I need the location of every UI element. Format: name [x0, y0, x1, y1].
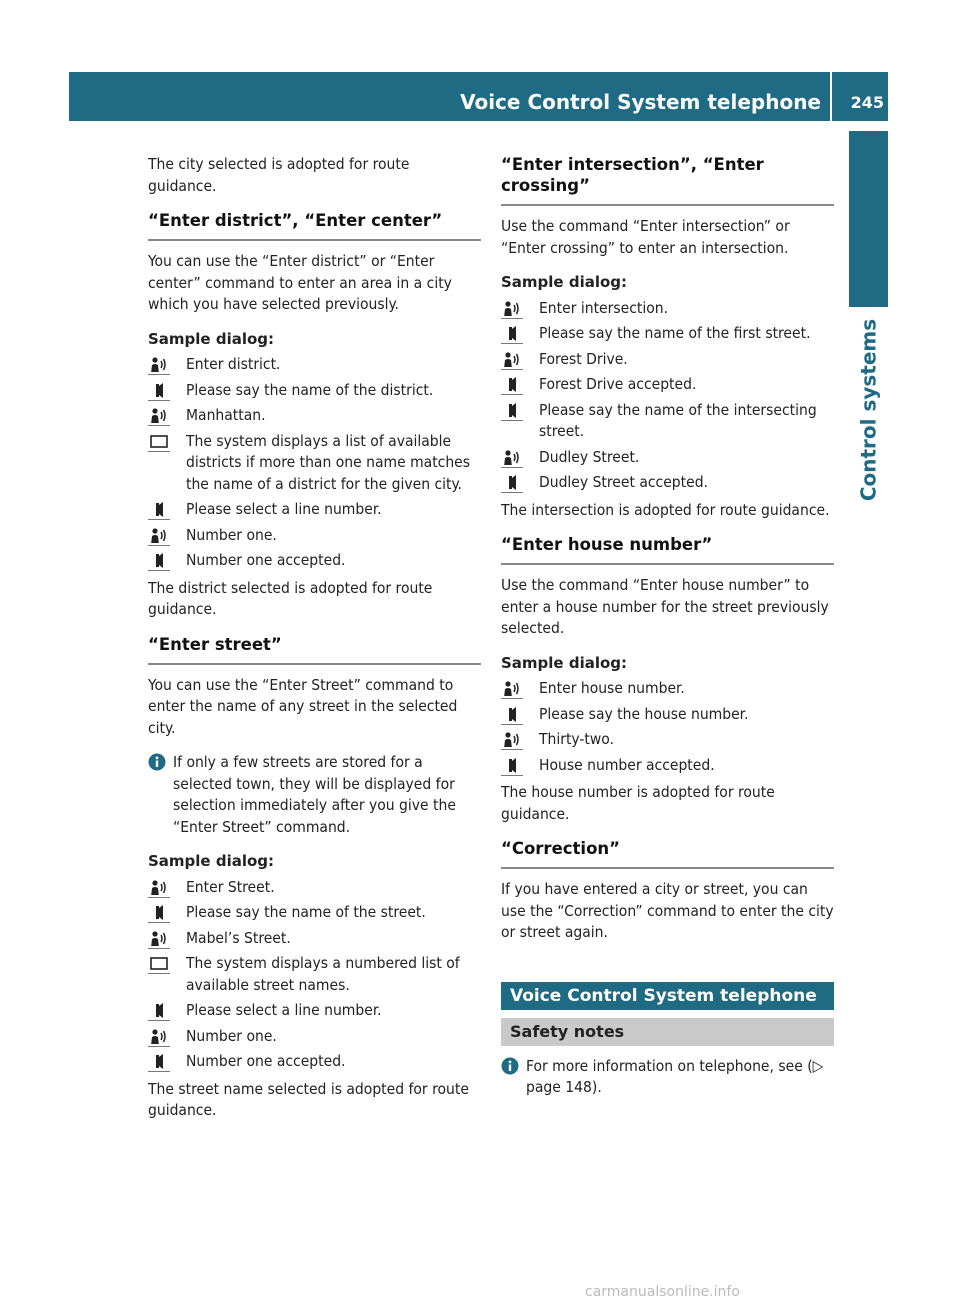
dialog-text: The system displays a numbered list of available street names. — [186, 954, 460, 994]
sample-dialog-label: Sample dialog: — [501, 653, 628, 672]
dialog-text: Forest Drive accepted. — [539, 375, 697, 393]
dialog-text: Please say the name of the intersecting street. — [539, 400, 817, 440]
street-dialog — [148, 877, 481, 1073]
intro-paragraph: The city selected is adopted for route guidance. — [148, 155, 410, 195]
display-screen-icon — [148, 432, 170, 452]
house-number-paragraph: Use the command “Enter house number” to enter a house number for the street previously selected. — [501, 576, 829, 637]
display-screen-icon — [148, 954, 170, 974]
dialog-line — [148, 902, 481, 924]
dialog-line — [148, 953, 481, 996]
dialog-text: Enter Street. — [186, 877, 275, 896]
dialog-line — [501, 323, 834, 345]
info-icon — [501, 1057, 519, 1075]
dialog-text: Mabel’s Street. — [186, 928, 291, 947]
speaker-icon — [501, 324, 523, 344]
speaker-icon — [148, 500, 170, 520]
speaker-icon — [501, 473, 523, 493]
dialog-line — [148, 1026, 481, 1048]
speaker-icon — [148, 1052, 170, 1072]
dialog-text: Please say the house number. — [539, 704, 749, 723]
dialog-line — [148, 1000, 481, 1022]
side-tab — [849, 131, 888, 307]
dialog-text: Enter intersection. — [539, 298, 668, 317]
house-number-heading: “Enter house number” — [501, 534, 834, 565]
speaking-person-icon — [148, 929, 170, 949]
street-heading: “Enter street” — [148, 634, 481, 665]
section-title-bar: Voice Control System telephone — [501, 982, 834, 1010]
left-column — [148, 154, 481, 1135]
correction-heading: “Correction” — [501, 838, 834, 869]
dialog-line — [501, 374, 834, 396]
dialog-line — [148, 877, 481, 899]
dialog-line — [148, 405, 481, 427]
dialog-line — [501, 755, 834, 777]
dialog-text: Number one. — [186, 1026, 277, 1045]
house-number-dialog — [501, 678, 834, 776]
dialog-line — [148, 354, 481, 376]
speaking-person-icon — [148, 878, 170, 898]
side-tab-label-box — [847, 310, 891, 510]
district-outro: The district selected is adopted for route guidance. — [148, 578, 433, 618]
dialog-line — [501, 729, 834, 751]
sample-dialog-label: Sample dialog: — [148, 852, 275, 870]
dialog-text: Please say the name of the street. — [186, 903, 426, 921]
speaking-person-icon — [148, 1027, 170, 1047]
correction-paragraph: If you have entered a city or street, you can use the “Correction” command to enter the city or street again. — [501, 880, 834, 941]
intersection-outro: The intersection is adopted for route guidance. — [501, 500, 830, 519]
info-text: For more information on telephone, see (▷ page 148). — [526, 1056, 824, 1096]
dialog-line — [501, 472, 834, 494]
dialog-text: House number accepted. — [539, 755, 715, 774]
street-paragraph: You can use the “Enter Street” command to enter the name of any street in the selected city. — [148, 675, 458, 737]
speaking-person-icon — [148, 406, 170, 426]
district-paragraph: You can use the “Enter district” or “Enter center” command to enter an area in a city which you have selected previously. — [148, 252, 452, 313]
speaker-icon — [501, 705, 523, 725]
dialog-line — [148, 1051, 481, 1073]
dialog-text: Enter district. — [186, 355, 281, 373]
dialog-text: Dudley Street. — [539, 447, 640, 466]
dialog-text: Number one accepted. — [186, 551, 346, 569]
speaker-icon — [148, 1001, 170, 1021]
dialog-text: Number one. — [186, 525, 277, 544]
right-column — [501, 154, 834, 1112]
speaking-person-icon — [148, 355, 170, 375]
street-info-note — [148, 752, 481, 838]
dialog-line — [501, 447, 834, 469]
dialog-text: Please select a line number. — [186, 500, 382, 518]
speaker-icon — [148, 381, 170, 401]
intersection-heading: “Enter intersection”, “Enter crossing” — [501, 154, 834, 206]
dialog-text: Please select a line number. — [186, 1001, 382, 1019]
dialog-line — [501, 349, 834, 371]
dialog-text: Thirty-two. — [539, 730, 614, 748]
speaking-person-icon — [501, 679, 523, 699]
dialog-line — [148, 525, 481, 547]
district-heading: “Enter district”, “Enter center” — [148, 210, 481, 241]
speaking-person-icon — [501, 448, 523, 468]
intersection-paragraph: Use the command “Enter intersection” or “Enter crossing” to enter an intersection. — [501, 217, 790, 257]
speaking-person-icon — [501, 299, 523, 319]
speaker-icon — [501, 756, 523, 776]
intersection-dialog — [501, 298, 834, 494]
house-number-outro: The house number is adopted for route guidance. — [501, 783, 775, 823]
speaker-icon — [148, 903, 170, 923]
info-icon — [148, 753, 166, 771]
speaking-person-icon — [501, 730, 523, 750]
header-divider — [830, 72, 832, 121]
dialog-line — [148, 431, 481, 496]
district-dialog — [148, 354, 481, 572]
dialog-line — [501, 400, 834, 443]
dialog-line — [501, 678, 834, 700]
sample-dialog-label: Sample dialog: — [148, 329, 275, 348]
street-outro: The street name selected is adopted for route guidance. — [148, 1079, 469, 1119]
speaking-person-icon — [148, 526, 170, 546]
telephone-info-note — [501, 1056, 834, 1099]
page-header — [69, 72, 888, 121]
dialog-line — [148, 928, 481, 950]
dialog-text: Enter house number. — [539, 679, 685, 697]
dialog-text: Please say the name of the first street. — [539, 324, 811, 342]
speaking-person-icon — [501, 350, 523, 370]
dialog-text: Dudley Street accepted. — [539, 473, 708, 491]
dialog-text: Manhattan. — [186, 406, 266, 424]
watermark: carmanualsonline.info — [585, 1284, 740, 1300]
dialog-line — [501, 704, 834, 726]
dialog-line — [148, 380, 481, 402]
info-text: If only a few streets are stored for a selected town, they will be displayed for selection immediately after you give the “Enter Street” command. — [173, 753, 456, 836]
dialog-text: Please say the name of the district. — [186, 380, 434, 399]
dialog-line — [148, 550, 481, 572]
speaker-icon — [501, 375, 523, 395]
dialog-text: Number one accepted. — [186, 1052, 346, 1070]
side-tab-label: Control systems — [856, 318, 881, 502]
dialog-text: Forest Drive. — [539, 349, 628, 368]
dialog-line — [148, 499, 481, 521]
speaker-icon — [501, 401, 523, 421]
header-title: Voice Control System telephone — [460, 90, 821, 114]
page-number: 245 — [850, 93, 884, 112]
dialog-line — [501, 298, 834, 320]
subsection-title-bar: Safety notes — [501, 1018, 834, 1046]
speaker-icon — [148, 551, 170, 571]
dialog-text: The system displays a list of available districts if more than one name matches the name of a district for the given city. — [186, 431, 471, 493]
sample-dialog-label: Sample dialog: — [501, 273, 628, 291]
